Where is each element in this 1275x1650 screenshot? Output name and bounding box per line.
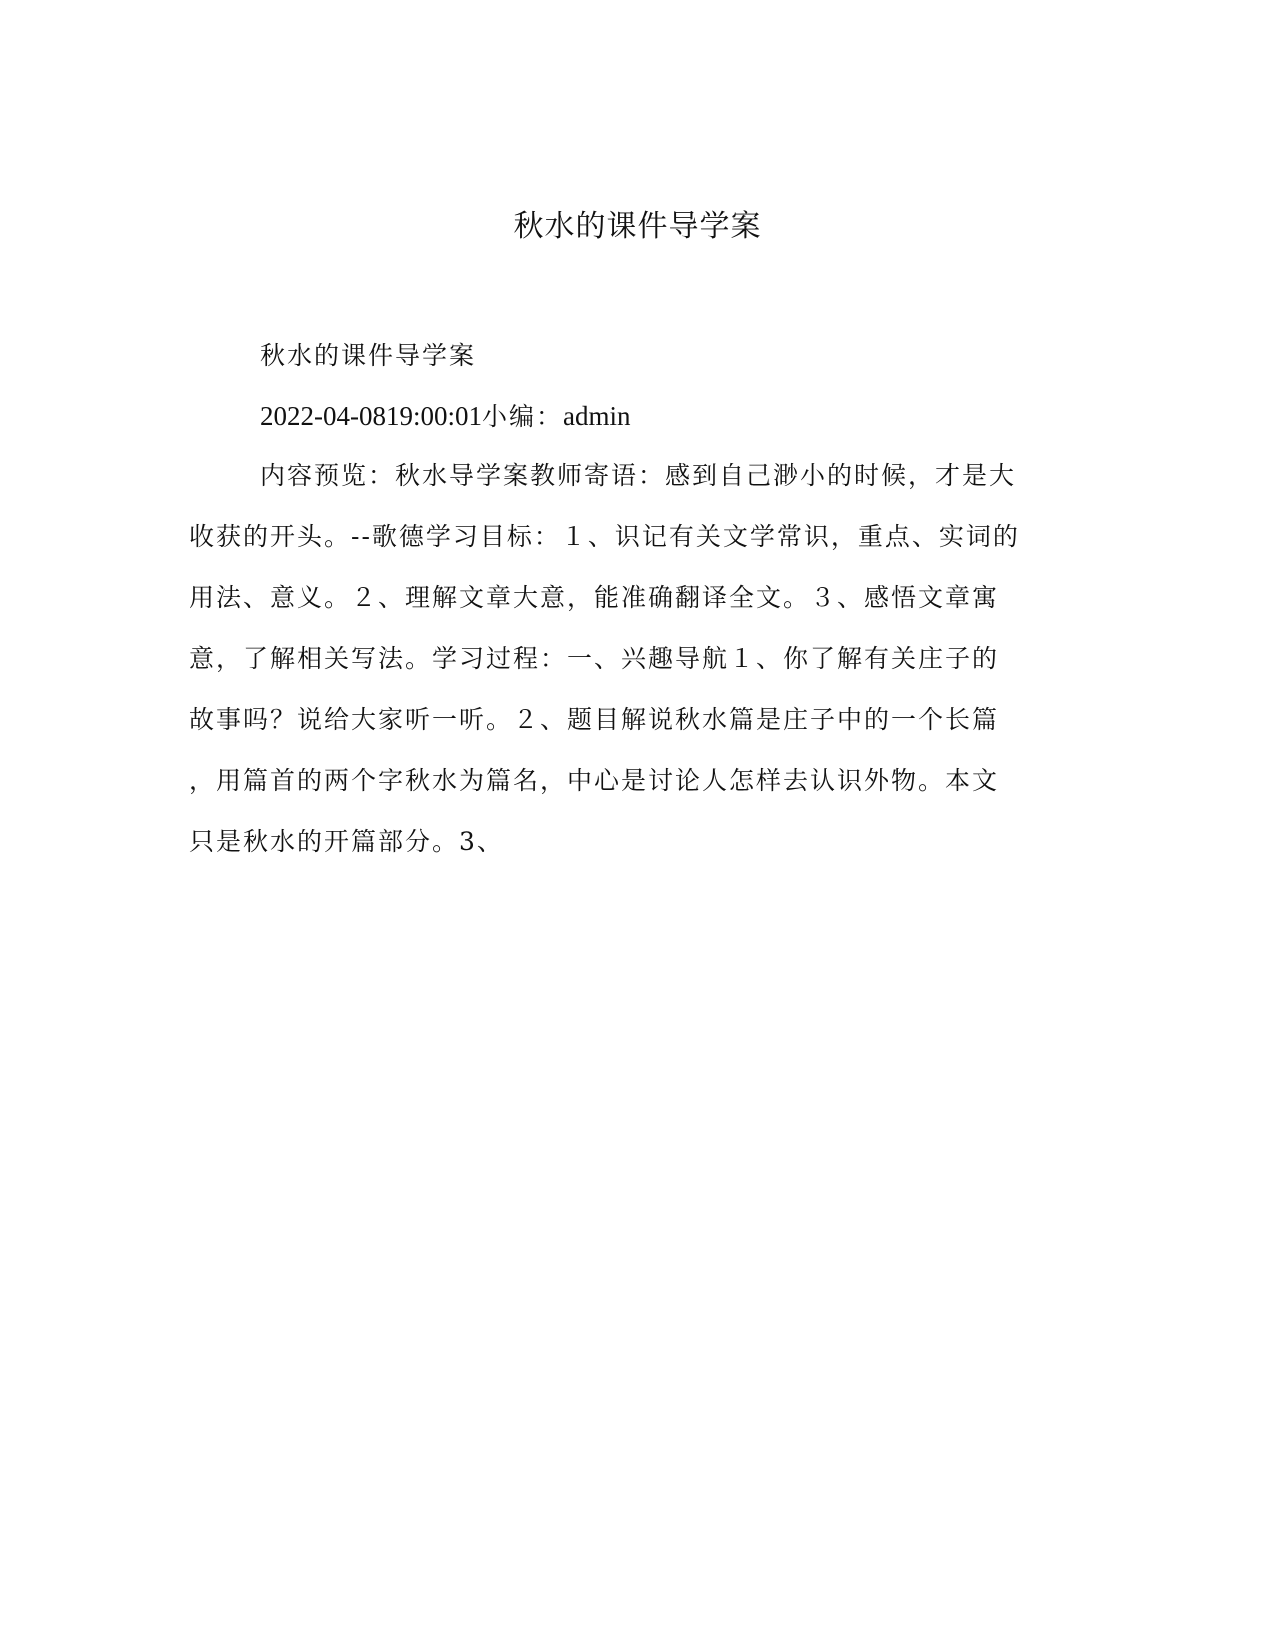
paragraph-line: 故事吗？说给大家听一听。２、题目解说秋水篇是庄子中的一个长篇 (189, 705, 1000, 734)
editor-name: admin (563, 401, 631, 431)
article-subheading: 秋水的课件导学案 (260, 341, 477, 370)
paragraph-line: 只是秋水的开篇部分。3、 (189, 827, 504, 856)
paragraph-line: 用法、意义。２、理解文章大意，能准确翻译全文。３、感悟文章寓 (189, 583, 1000, 612)
paragraph-line: 内容预览：秋水导学案教师寄语：感到自己渺小的时候，才是大 (260, 461, 1017, 490)
paragraph-line: 收获的开头。--歌德学习目标：１、识记有关文学常识，重点、实词的 (189, 522, 1020, 551)
article-meta (189, 395, 1079, 437)
editor-label: 小编： (482, 402, 564, 431)
document-title: 秋水的课件导学案 (513, 209, 762, 244)
publish-datetime: 2022-04-0819:00:01 (260, 401, 482, 431)
preview-paragraph (189, 455, 1079, 882)
paragraph-line: 意，了解相关写法。学习过程：一、兴趣导航１、你了解有关庄子的 (189, 644, 1000, 673)
paragraph-line: ，用篇首的两个字秋水为篇名，中心是讨论人怎样去认识外物。本文 (189, 766, 1000, 795)
document-content (189, 335, 1079, 882)
